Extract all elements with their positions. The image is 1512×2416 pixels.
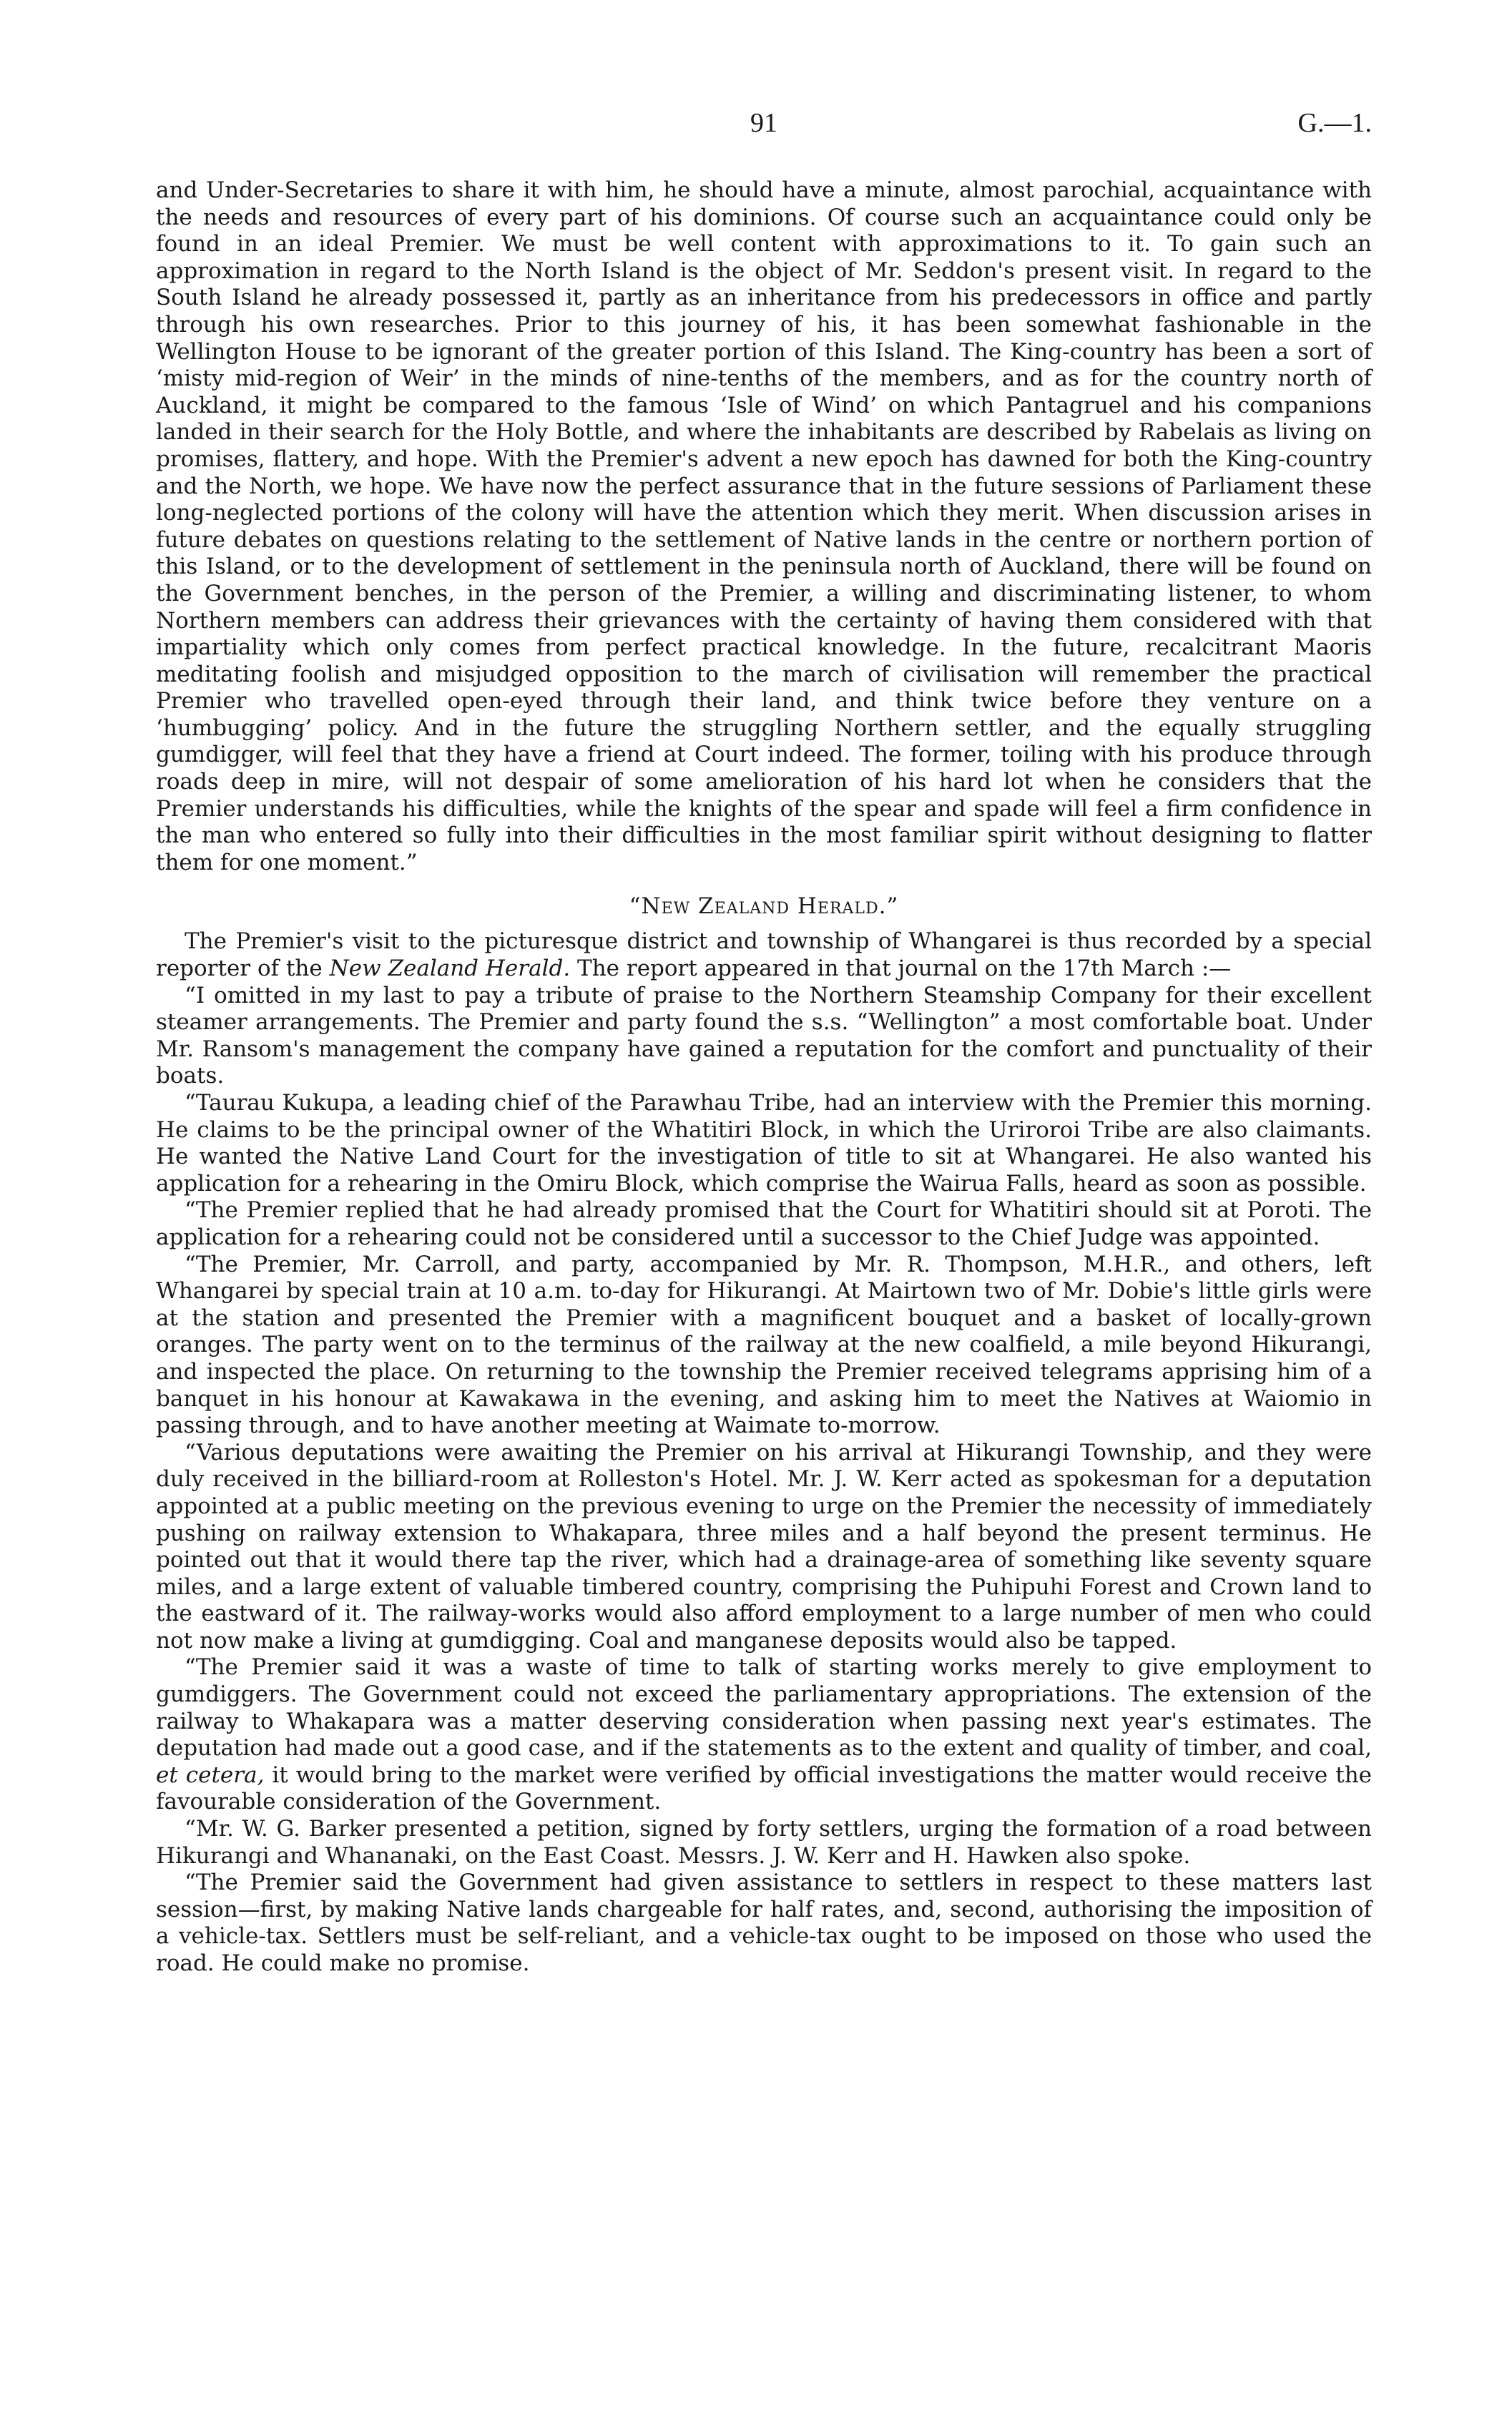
document-code: G.—1. [1297,108,1372,138]
intro-text-end: The report appeared in that journal on the 17th March :— [570,956,1232,982]
page-number: 91 [750,108,777,138]
report-paragraph: “The Premier replied that he had already promised that the Court for Whatitiri should sit at Poroti. The application for a rehearing could not be considered until a successor to the Chief Judge was appointed. [156,1197,1372,1250]
et-cetera-italic: et cetera, [156,1762,265,1788]
newspaper-title: New Zealand Herald. [329,956,571,982]
report-paragraph: “I omitted in my last to pay a tribute of praise to the Northern Steamship Company for their excellent steamer arrangements. The Premier and party found the s.s. “Wellington” a most comfortable boat. Under Mr. Ransom's management the company have gained a reputation for the comfort and punctuality of their boats. [156,982,1372,1089]
document-page [156,107,1372,1978]
intro-paragraph [156,928,1372,982]
paragraph-continued: and Under-Secretaries to share it with him, he should have a minute, almost parochial, acquaintance with the needs and resources of every part of his dominions. Of course such an acquaintance could only be found in an ideal Premier. We must be well content with approximations to it. To gain such an approximation in regard to the North Island is the object of Mr. Seddon's present visit. In regard to the South Island he already possessed it, partly as an inheritance from his predecessors in office and partly through his own researches. Prior to this journey of his, it has been somewhat fashionable in the Wellington House to be ignorant of the greater portion of this Island. The King-country has been a sort of ‘misty mid-region of Weir’ in the minds of nine-tenths of the members, and as for the country north of Auckland, it might be compared to the famous ‘Isle of Wind’ on which Pantagruel and his companions landed in their search for the Holy Bottle, and where the inhabitants are described by Rabelais as living on promises, flattery, and hope. With the Premier's advent a new epoch has dawned for both the King-country and the North, we hope. We have now the perfect assurance that in the future sessions of Parliament these long-neglected portions of the colony will have the attention which they merit. When discussion arises in future debates on questions relating to the settlement of Native lands in the centre or northern portion of this Island, or to the development of settlement in the peninsula north of Auckland, there will be found on the Government benches, in the person of the Premier, a willing and discriminating listener, to whom Northern members can address their grievances with the certainty of having them considered with that impartiality which only comes from perfect practical knowledge. In the future, recalcitrant Maoris meditating foolish and misjudged opposition to the march of civilisation will remember the practical Premier who travelled open-eyed through their land, and think twice before they venture on a ‘humbugging’ policy. And in the future the struggling Northern settler, and the equally struggling gumdigger, will feel that they have a friend at Court indeed. The former, toiling with his produce through roads deep in mire, will not despair of some amelioration of his hard lot when he considers that the Premier understands his difficulties, while the knights of the spear and spade will feel a firm confidence in the man who entered so fully into their difficulties in the most familiar spirit without designing to flatter them for one moment.” [156,177,1372,875]
report-paragraph: “Taurau Kukupa, a leading chief of the Parawhau Tribe, had an interview with the Premier this morning. He claims to be the principal owner of the Whatitiri Block, in which the Uriroroi Tribe are also claimants. He wanted the Native Land Court for the investigation of title to sit at Whangarei. He also wanted his application for a rehearing in the Omiru Block, which comprise the Wairua Falls, heard as soon as possible. [156,1090,1372,1197]
report-paragraph: “Various deputations were awaiting the Premier on his arrival at Hikurangi Township, and they were duly received in the billiard-room at Rolleston's Hotel. Mr. J. W. Kerr acted as spokesman for a deputation appointed at a public meeting on the previous evening to urge on the Premier the necessity of immediately pushing on railway extension to Whakapara, three miles and a half beyond the present terminus. He pointed out that it would there tap the river, which had a drainage-area of something like seventy square miles, and a large extent of valuable timbered country, comprising the Puhipuhi Forest and Crown land to the eastward of it. The railway-works would also afford employment to a large number of men who could not now make a living at gumdigging. Coal and manganese deposits would also be tapped. [156,1439,1372,1654]
section-heading: “New Zealand Herald.” [629,893,899,920]
report-paragraph: “Mr. W. G. Barker presented a petition, signed by forty settlers, urging the formation of a road between Hikurangi and Whananaki, on the East Coast. Messrs. J. W. Kerr and H. Hawken also spoke. [156,1816,1372,1869]
cetera-text-start: “The Premier said it was a waste of time to talk of starting works merely to give employment to gumdiggers. The Government could not exceed the parliamentary appropriations. The extension of the railway to Whakapara was a matter deserving consideration when passing next year's estimates. The deputation had made out a good case, and if the statements as to the extent and quality of timber, and coal, [156,1654,1372,1762]
cetera-text-end: it would bring to the market were verified by official investigations the matter would receive the favourable consideration of the Government. [156,1762,1372,1815]
report-paragraph-cetera [156,1654,1372,1816]
report-paragraph: “The Premier said the Government had given assistance to settlers in respect to these matters last session—first, by making Native lands chargeable for half rates, and, second, authorising the imposition of a vehicle-tax. Settlers must be self-reliant, and a vehicle-tax ought to be imposed on those who used the road. He could make no promise. [156,1870,1372,1976]
page-header [156,107,1372,150]
report-paragraph: “The Premier, Mr. Carroll, and party, accompanied by Mr. R. Thompson, M.H.R., and others, left Whangarei by special train at 10 a.m. to-day for Hikurangi. At Mairtown two of Mr. Dobie's little girls were at the station and presented the Premier with a magnificent bouquet and a basket of locally-grown oranges. The party went on to the terminus of the railway at the new coalfield, a mile beyond Hikurangi, and inspected the place. On returning to the township the Premier received telegrams apprising him of a banquet in his honour at Kawakawa in the evening, and asking him to meet the Natives at Waiomio in passing through, and to have another meeting at Waimate to-morrow. [156,1251,1372,1439]
intro-text-start: The Premier's visit to the picturesque district and township of Whangarei is thus recorded by a special reporter of the [156,928,1372,982]
